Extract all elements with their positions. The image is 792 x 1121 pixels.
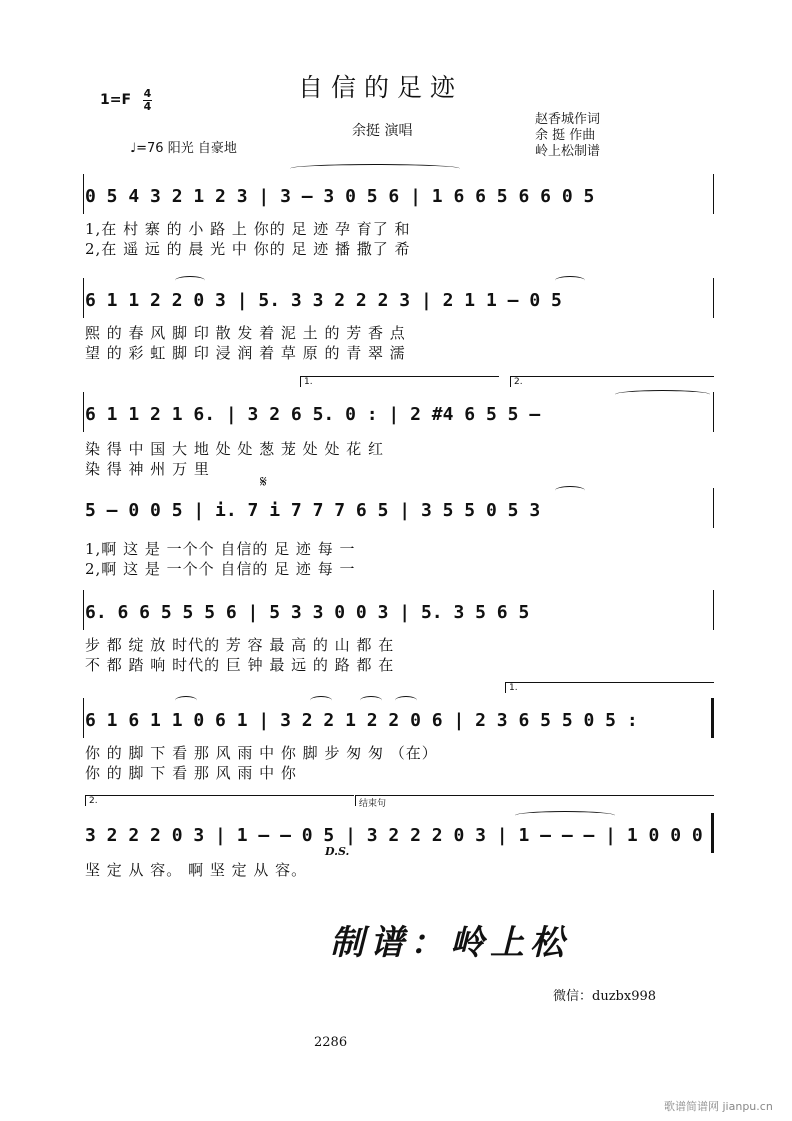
transcriber-credit: 岭上松制谱 — [535, 144, 601, 159]
lyric-line-2-verse-1: 熙 的 春 风 脚 印 散 发 着 泥 土 的 芳 香 点 — [85, 324, 406, 342]
tie-mark — [515, 811, 615, 820]
tie-mark — [175, 276, 205, 285]
composer-credit: 余 挺 作曲 — [535, 128, 596, 143]
tie-mark — [290, 164, 460, 173]
lyric-line-3-verse-1: 染 得 中 国 大 地 处 处 葱 茏 处 处 花 红 — [85, 440, 384, 458]
lyric-line-5-verse-2: 不 都 踏 响 时代的 巨 钟 最 远 的 路 都 在 — [85, 656, 395, 674]
notes-line-3: 6 1 1 2 1 6. | 3 2 6 5. 0 : | 2 #4 6 5 5 – — [85, 404, 541, 425]
tie-mark — [175, 696, 197, 705]
notes-line-5: 6. 6 6 5 5 5 6 | 5 3 3 0 0 3 | 5. 3 5 6 5 — [85, 602, 530, 623]
page-number: 2286 — [314, 1035, 348, 1050]
segno-mark: 𝄋 — [260, 472, 267, 491]
ending-phrase-bracket: 结束句 — [355, 795, 714, 806]
key-signature: 1=F — [100, 92, 132, 108]
notes-line-2: 6 1 1 2 2 0 3 | 5. 3 3 2 2 2 3 | 2 1 1 – 0 5 — [85, 290, 562, 311]
wechat-contact: 微信：duzbx998 — [553, 989, 657, 1004]
time-signature-bottom: 4 — [143, 100, 152, 113]
ds-mark: D.S. — [325, 845, 350, 858]
lyric-line-6-verse-2: 你 的 脚 下 看 那 风 雨 中 你 — [85, 764, 297, 782]
lyric-line-1-verse-2: 2,在 遥 远 的 晨 光 中 你的 足 迹 播 撒了 希 — [85, 240, 411, 258]
song-title: 自信的足迹 — [298, 73, 464, 102]
lyricist-credit: 赵香城作词 — [535, 112, 601, 127]
volta-second-ending: 2. — [510, 376, 714, 387]
tempo-marking: ♩=76 阳光 自豪地 — [130, 141, 237, 156]
site-watermark: 歌谱简谱网 jianpu.cn — [664, 1100, 773, 1113]
volta-first-ending: 1. — [505, 682, 714, 693]
volta-second-ending: 2. — [85, 795, 354, 806]
transcriber-signature: 制谱：岭上松 — [330, 923, 570, 963]
lyric-line-4-verse-2: 2,啊 这 是 一个个 自信的 足 迹 每 一 — [85, 560, 356, 578]
tie-mark — [555, 276, 585, 285]
singer-credit: 余挺 演唱 — [352, 123, 413, 139]
time-signature — [143, 88, 152, 113]
tie-mark — [360, 696, 382, 705]
time-signature-top: 4 — [143, 87, 152, 100]
tie-mark — [310, 696, 332, 705]
tie-mark — [615, 390, 710, 399]
lyric-line-3-verse-2: 染 得 神 州 万 里 — [85, 460, 210, 478]
lyric-line-6-verse-1: 你 的 脚 下 看 那 风 雨 中 你 脚 步 匆 匆 （在） — [85, 744, 438, 762]
tie-mark — [555, 486, 585, 495]
lyric-line-4-verse-1: 1,啊 这 是 一个个 自信的 足 迹 每 一 — [85, 540, 356, 558]
lyric-line-2-verse-2: 望 的 彩 虹 脚 印 浸 润 着 草 原 的 青 翠 濡 — [85, 344, 406, 362]
notes-line-6: 6 1 6 1 1 0 6 1 | 3 2 2 1 2 2 0 6 | 2 3 6 5 5 0 5 : — [85, 710, 638, 731]
notes-line-4: 5 – 0 0 5 | i. 7 i 7 7 7 6 5 | 3 5 5 0 5 3 — [85, 500, 541, 521]
notes-line-1: 0 5 4 3 2 1 2 3 | 3 – 3 0 5 6 | 1 6 6 5 6 6 0 5 — [85, 186, 595, 207]
notes-line-7: 3 2 2 2 0 3 | 1 – – 0 5 | 3 2 2 2 0 3 | 1 – – – | 1 0 0 0 — [85, 825, 703, 846]
lyric-line-7-verse-1: 坚 定 从 容。 啊 坚 定 从 容。 — [85, 861, 308, 879]
lyric-line-1-verse-1: 1,在 村 寨 的 小 路 上 你的 足 迹 孕 育了 和 — [85, 220, 411, 238]
lyric-line-5-verse-1: 步 都 绽 放 时代的 芳 容 最 高 的 山 都 在 — [85, 636, 395, 654]
volta-first-ending: 1. — [300, 376, 499, 387]
tie-mark — [395, 696, 417, 705]
